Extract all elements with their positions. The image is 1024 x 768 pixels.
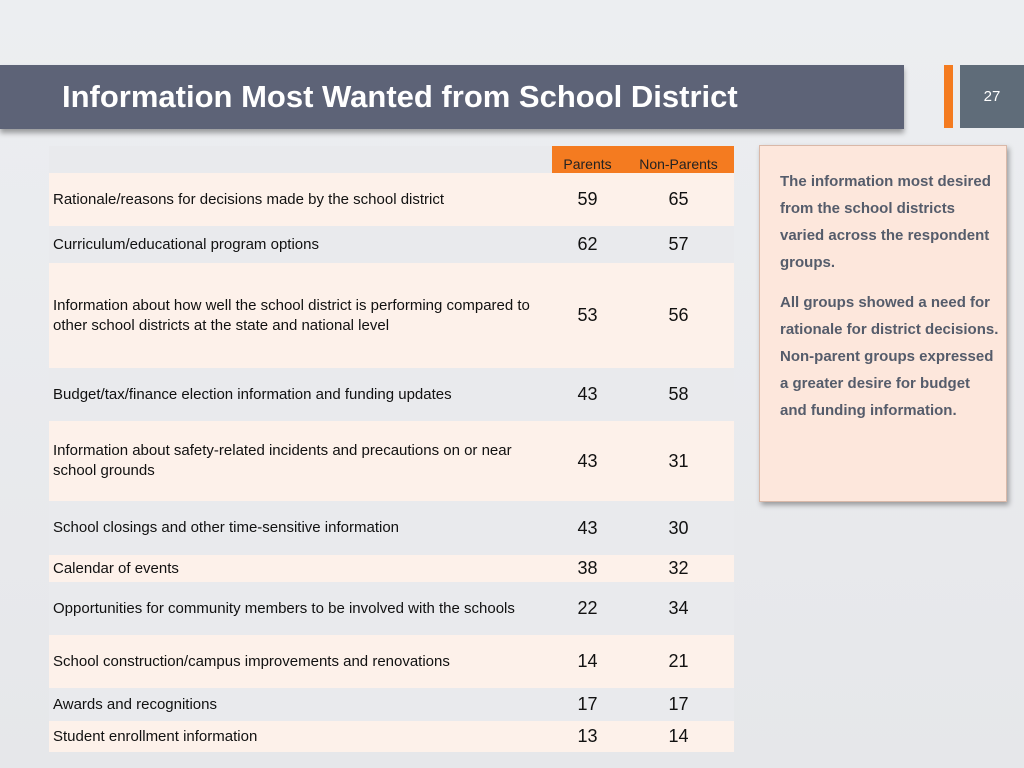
- table-row: [49, 688, 734, 721]
- parents-value: 59: [577, 189, 598, 209]
- table-row: [49, 635, 734, 688]
- non-parents-value: 17: [668, 694, 689, 714]
- non-parents-value: 57: [668, 234, 689, 254]
- non-parents-value: 65: [668, 189, 689, 209]
- row-label: Opportunities for community members to be involved with the schools: [53, 599, 515, 617]
- header-blank-cell: [49, 146, 552, 173]
- row-label: Calendar of events: [53, 559, 179, 577]
- table-row: [49, 582, 734, 635]
- table-row: [49, 421, 734, 501]
- non-parents-value: 58: [668, 384, 689, 404]
- row-label: Awards and recognitions: [53, 695, 217, 713]
- row-label: School construction/campus improvements and renovations: [53, 652, 450, 670]
- row-label: Information about how well the school district is performing compared to other school districts at the state and national level: [53, 296, 530, 334]
- non-parents-value: 56: [668, 305, 689, 325]
- non-parents-value: 21: [668, 651, 689, 671]
- parents-value: 43: [577, 384, 598, 404]
- header-parents: Parents: [552, 146, 623, 173]
- non-parents-value: 31: [668, 450, 689, 471]
- row-label: Curriculum/educational program options: [53, 235, 319, 253]
- parents-value: 17: [577, 694, 598, 714]
- row-label: School closings and other time-sensitive information: [53, 519, 400, 536]
- parents-value: 14: [577, 651, 598, 671]
- survey-table: [49, 146, 734, 752]
- non-parents-value: 32: [668, 558, 689, 578]
- non-parents-value: 34: [668, 598, 689, 618]
- title-bar: [0, 65, 904, 129]
- row-label: Rationale/reasons for decisions made by the school district: [53, 190, 445, 208]
- slide-title: Information Most Wanted from School District: [62, 79, 738, 114]
- accent-bar: [944, 65, 953, 128]
- summary-panel: [759, 145, 1007, 502]
- table-row: [49, 721, 734, 752]
- parents-value: 43: [577, 517, 598, 538]
- table-row: [49, 173, 734, 226]
- parents-value: 53: [577, 305, 598, 325]
- non-parents-value: 30: [668, 517, 689, 538]
- row-label: Student enrollment information: [53, 727, 258, 745]
- parents-value: 43: [577, 450, 598, 471]
- table-row: [49, 368, 734, 421]
- parents-value: 22: [577, 598, 598, 618]
- table-row: [49, 263, 734, 368]
- table-row: [49, 501, 734, 555]
- parents-value: 62: [577, 234, 598, 254]
- summary-paragraph-2: All groups showed a need for rationale for district decisions. Non-parent groups expressed a greater desire for budget and funding information.: [780, 294, 999, 419]
- row-label: Information about safety-related incidents and precautions on or near school grounds: [53, 442, 512, 479]
- table-header-row: [49, 146, 734, 173]
- summary-paragraph-1: The information most desired from the school districts varied across the respondent groups.: [780, 173, 991, 271]
- parents-value: 13: [577, 726, 598, 746]
- table-row: [49, 226, 734, 263]
- row-label: Budget/tax/finance election information and funding updates: [53, 385, 452, 403]
- header-non-parents: Non-Parents: [623, 146, 734, 173]
- parents-value: 38: [577, 558, 598, 578]
- table-row: [49, 555, 734, 582]
- non-parents-value: 14: [668, 726, 689, 746]
- page-number: 27: [960, 65, 1024, 128]
